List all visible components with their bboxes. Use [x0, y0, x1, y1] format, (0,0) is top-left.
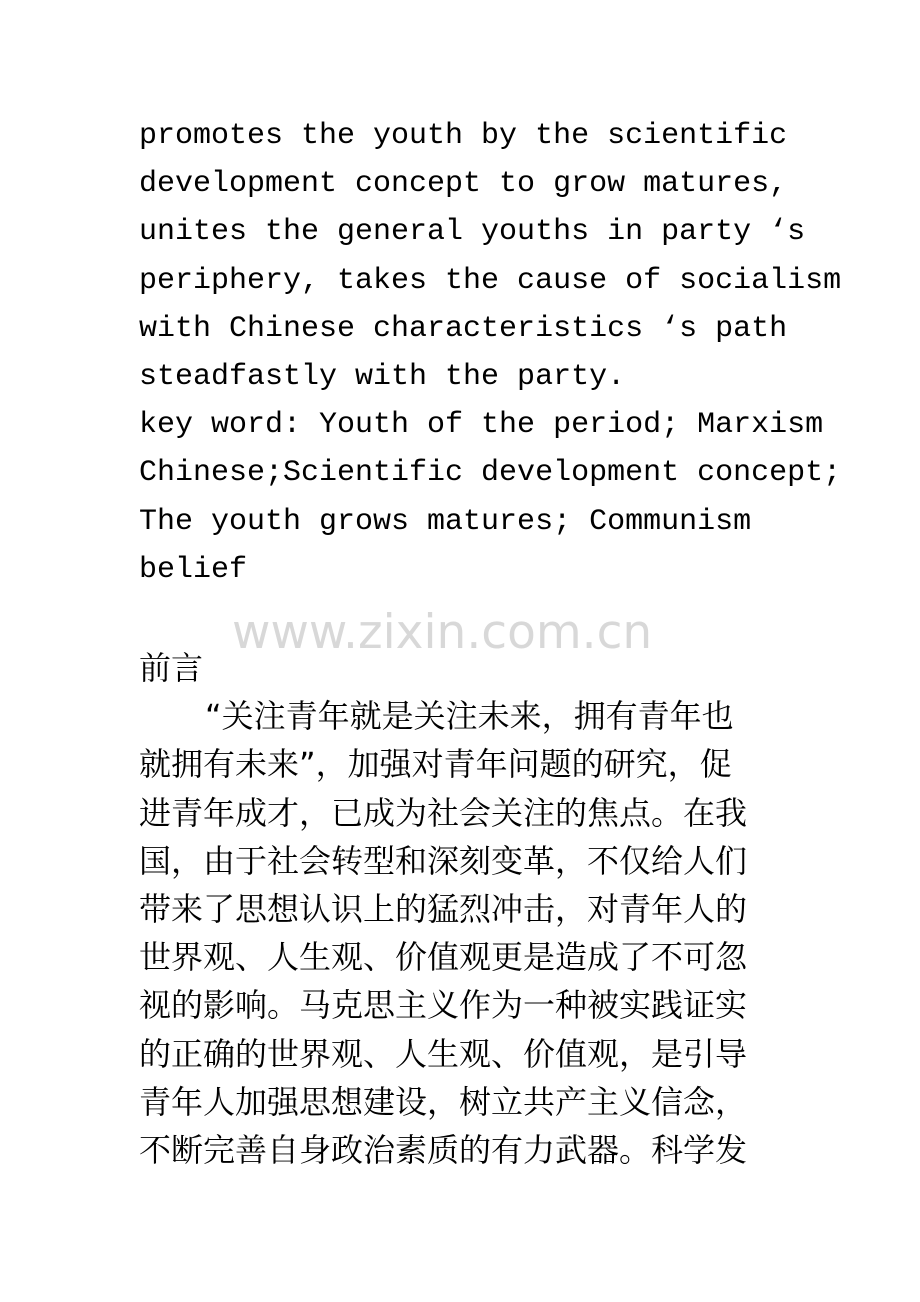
preface-line: “关注青年就是关注未来，拥有青年也	[205, 697, 734, 736]
preface-line: 带来了思想认识上的猛烈冲击，对青年人的	[139, 889, 748, 928]
preface-line: 世界观、人生观、价值观更是造成了不可忽	[139, 938, 748, 977]
preface-line: 国，由于社会转型和深刻变革，不仅给人们	[139, 841, 748, 880]
abstract-line: with Chinese characteristics ‘s path	[139, 311, 788, 346]
abstract-line: promotes the youth by the scientific	[139, 119, 788, 153]
preface-section	[139, 644, 799, 1174]
abstract-line: steadfastly with the party.	[139, 359, 626, 394]
preface-heading: 前言	[139, 649, 204, 687]
preface-line: 就拥有未来”，加强对青年问题的研究，促	[139, 745, 732, 784]
keywords-line: Chinese;Scientific development concept;	[139, 456, 842, 491]
watermark: www.zixin.com.cn	[232, 605, 653, 660]
preface-line: 的正确的世界观、人生观、价值观，是引导	[139, 1034, 748, 1073]
preface-line: 不断完善自身政治素质的有力武器。科学发	[139, 1130, 748, 1169]
abstract-text	[139, 112, 842, 594]
abstract-line: periphery, takes the cause of socialism	[139, 263, 842, 298]
preface-line: 青年人加强思想建设，树立共产主义信念，	[139, 1082, 748, 1121]
preface-line: 进青年成才，已成为社会关注的焦点。在我	[139, 793, 748, 832]
keywords-line: The youth grows matures; Communism	[139, 504, 752, 539]
preface-line: 视的影响。马克思主义作为一种被实践证实	[139, 986, 748, 1025]
abstract-line: development concept to grow matures,	[139, 167, 788, 202]
abstract-line: unites the general youths in party ‘s	[139, 215, 806, 250]
keywords-line: belief	[139, 552, 248, 587]
keywords-line: key word: Youth of the period; Marxism	[139, 408, 824, 443]
